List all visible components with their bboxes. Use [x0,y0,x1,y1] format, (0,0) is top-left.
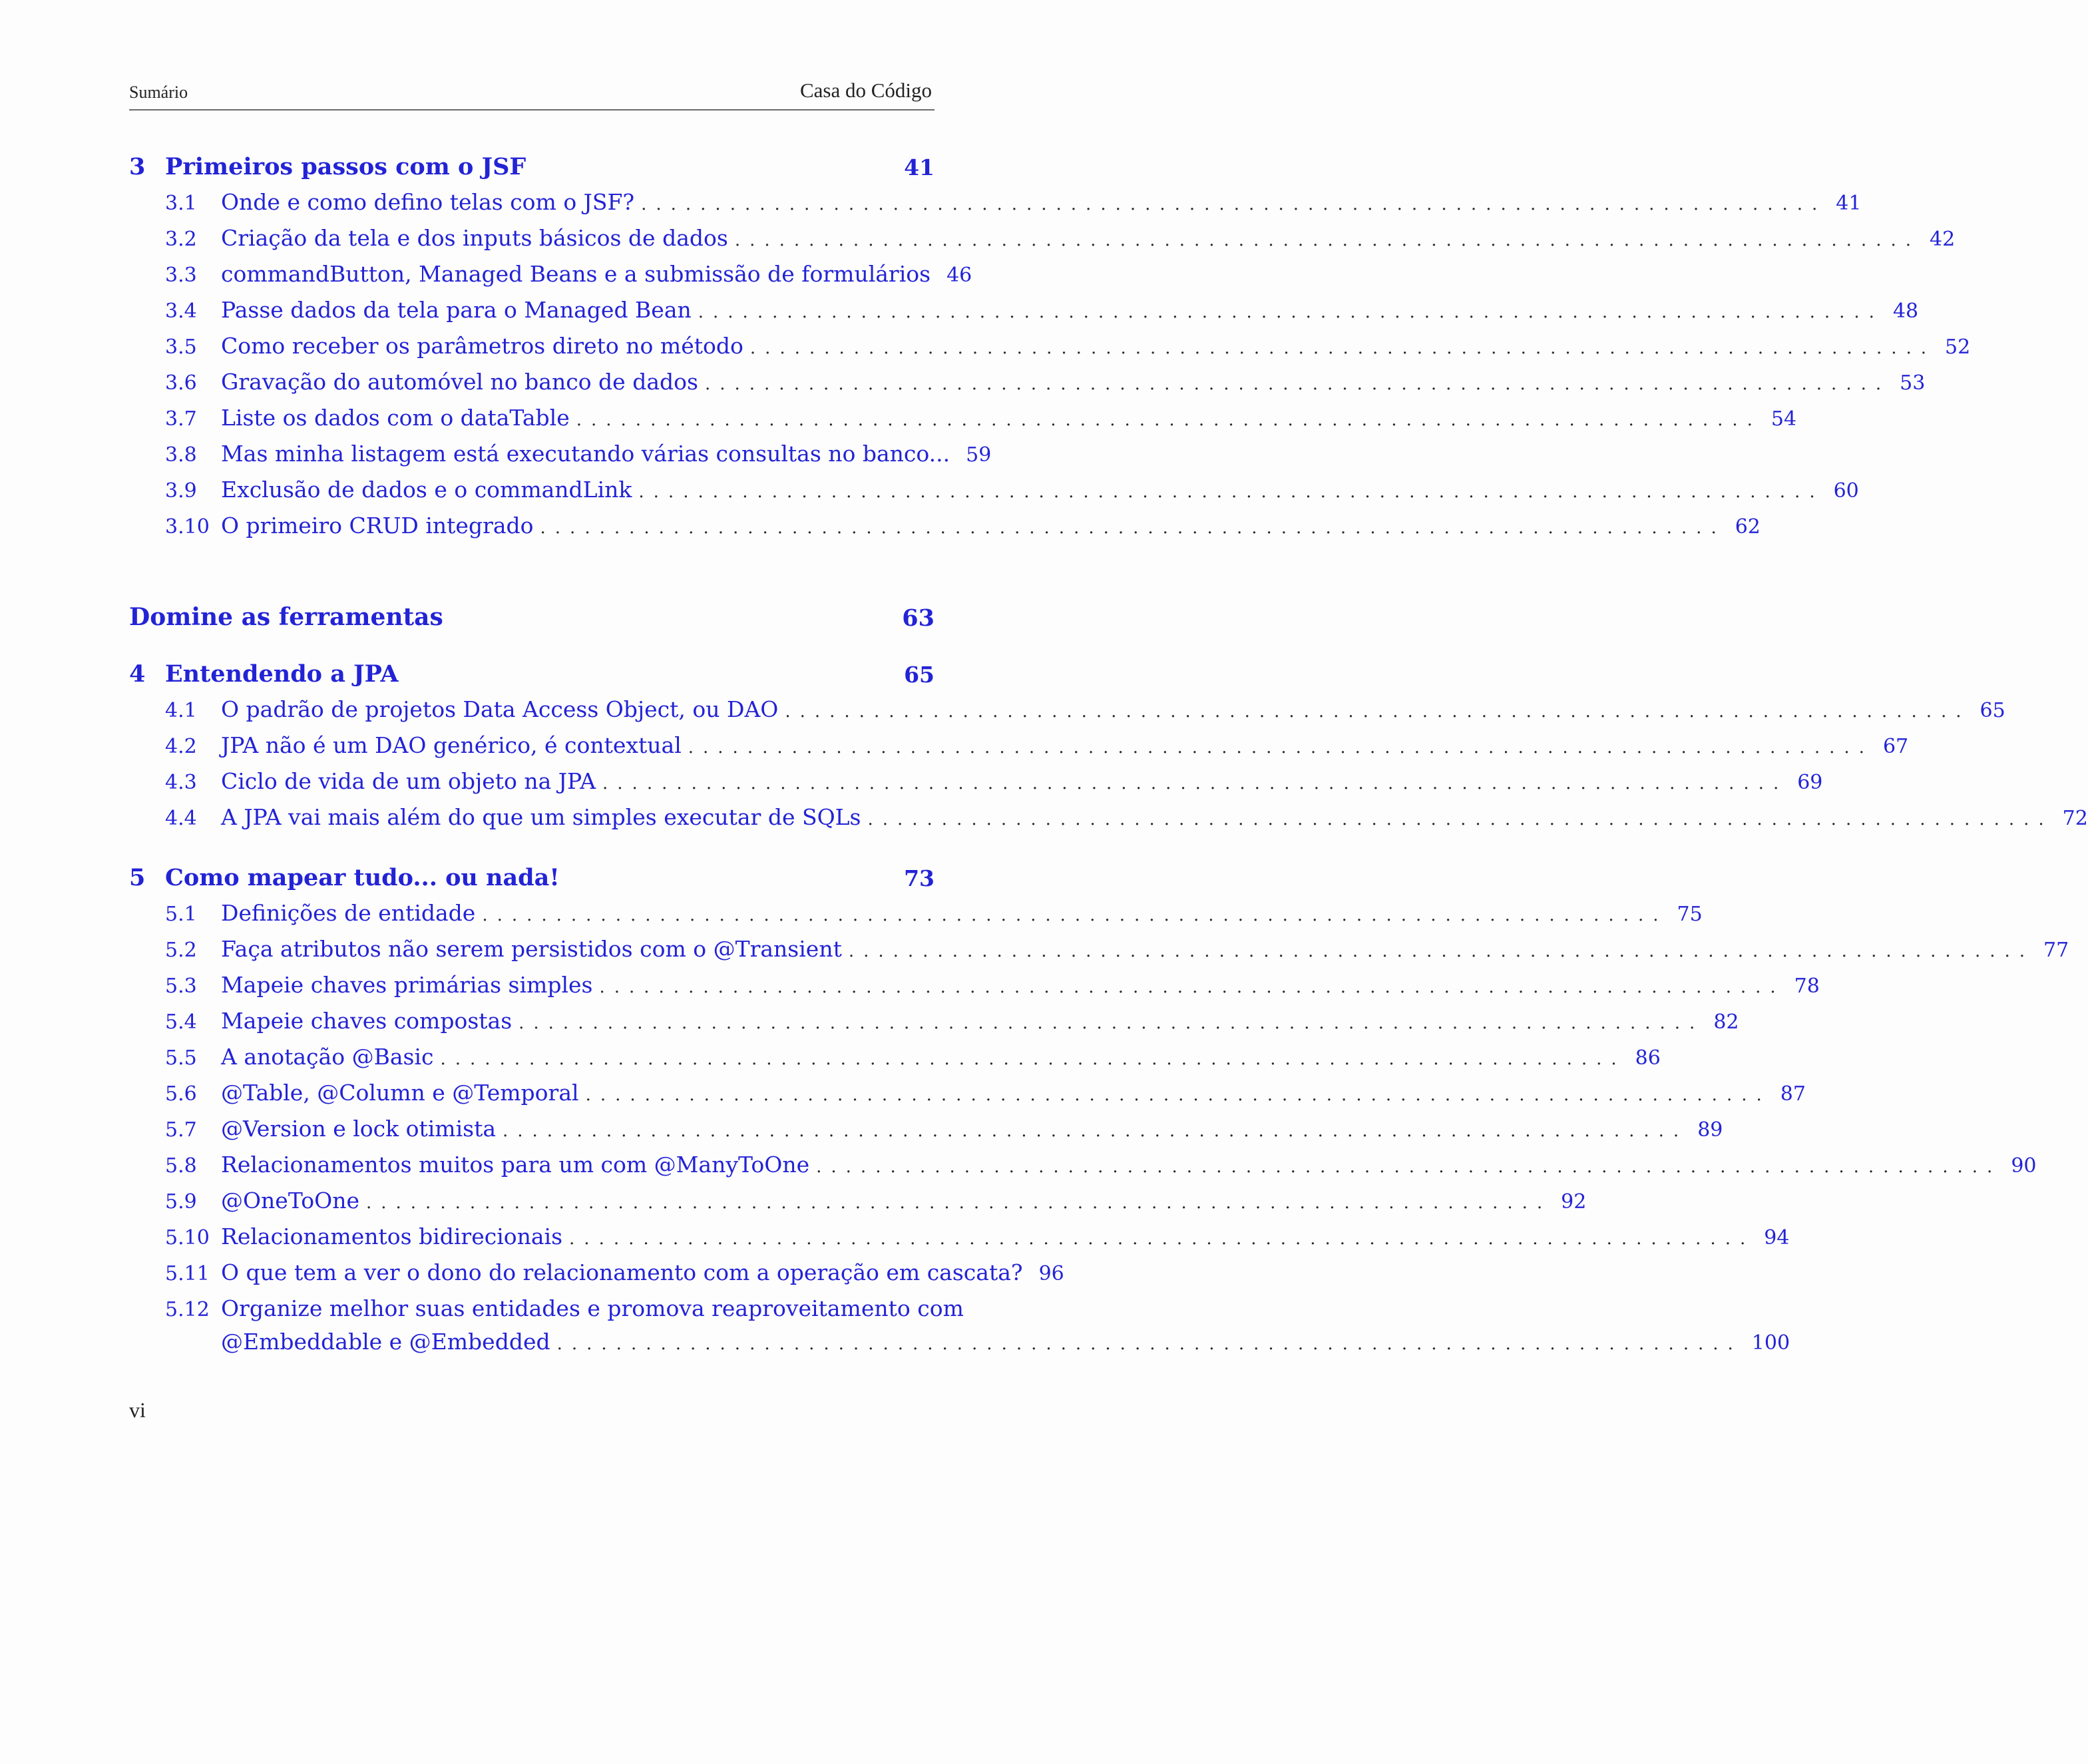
entry-number: 3.6 [165,371,197,395]
toc-entry[interactable] [129,186,1862,222]
entry-number: 3.1 [165,192,197,215]
dot-leader: ................................................................................ [556,1334,1743,1354]
dot-leader: ................................................................................ [519,1013,1705,1033]
entry-number: 5.12 [165,1298,210,1321]
entry-page: 41 [1836,192,1862,215]
part-page: 63 [902,604,935,632]
entry-title[interactable]: Relacionamentos muitos para um com @ManyToOne [221,1152,810,1178]
entry-page: 87 [1780,1082,1806,1106]
entry-page: 72 [2062,807,2088,830]
entry-page: 90 [2011,1154,2037,1178]
toc-entry[interactable] [129,694,2005,730]
entry-number: 3.9 [165,479,197,503]
entry-number: 5.11 [165,1262,210,1285]
entry-number: 4.1 [165,699,197,722]
entry-title[interactable]: Mapeie chaves primárias simples [221,972,593,998]
entry-title[interactable]: @Version e lock otimista [221,1116,497,1142]
entry-page: 48 [1892,300,1919,323]
entry-title[interactable]: commandButton, Managed Beans e a submissão de formulários [221,261,931,287]
entry-number: 5.4 [165,1010,197,1034]
dot-leader: ................................................................................ [785,702,1971,722]
entry-page: 67 [1882,735,1909,758]
entry-title[interactable]: Onde e como defino telas com o JSF? [221,189,635,215]
dot-leader: ................................................................................ [867,809,2053,829]
dot-leader: ................................................................................ [734,230,1920,250]
toc-entry[interactable] [129,1077,1806,1113]
dot-leader: ................................................................................ [638,482,1824,502]
toc-entry[interactable] [129,1113,1723,1149]
dot-leader: ................................................................................ [704,374,1891,394]
chapter-page: 41 [904,154,935,180]
entry-page: 69 [1797,771,1823,794]
entry-page: 100 [1751,1331,1790,1355]
toc-entry[interactable] [129,510,1761,546]
chapter-heading[interactable] [129,658,935,694]
entry-title[interactable]: Relacionamentos bidirecionais [221,1223,563,1249]
chapter-number: 5 [129,864,146,891]
toc-entry[interactable] [129,1041,1661,1077]
entry-page: 78 [1794,975,1820,998]
entry-title[interactable]: Passe dados da tela para o Managed Bean [221,297,692,323]
dot-leader: ................................................................................ [482,905,1668,925]
toc-entry[interactable] [129,897,1703,933]
entry-title[interactable]: @OneToOne [221,1188,359,1213]
entry-page: 52 [1945,335,1971,359]
toc-entry[interactable] [129,1149,2037,1185]
toc-entry[interactable] [129,730,1909,766]
entry-page: 54 [1771,407,1797,431]
dot-leader: ................................................................................ [366,1193,1552,1213]
entry-number: 3.2 [165,228,197,251]
dot-leader: ................................................................................ [641,194,1827,214]
entry-title[interactable]: O que tem a ver o dono do relacionamento com a operação em cascata? [221,1259,1023,1285]
entry-number: 3.10 [165,515,210,539]
toc-entry[interactable] [129,366,1926,402]
chapter-title[interactable]: Primeiros passos com o JSF [165,153,526,180]
entry-title[interactable]: Exclusão de dados e o commandLink [221,477,632,503]
entry-number: 5.9 [165,1190,197,1213]
entry-title[interactable]: A JPA vai mais além do que um simples executar de SQLs [221,804,861,830]
dot-leader: ................................................................................ [585,1085,1771,1105]
toc-entry[interactable] [129,330,1971,366]
entry-number: 5.6 [165,1082,197,1106]
entry-number: 3.4 [165,300,197,323]
entry-number: 5.2 [165,939,197,962]
entry-page: 86 [1635,1046,1661,1070]
dot-leader: ................................................................................ [749,338,1936,358]
entry-number: 4.4 [165,807,197,830]
entry-title[interactable]: O primeiro CRUD integrado [221,513,534,539]
chapter-entries [129,186,1971,546]
entry-title[interactable]: JPA não é um DAO genérico, é contextual [221,732,682,758]
entry-number: 3.7 [165,407,197,431]
dot-leader: ................................................................................ [698,302,1884,322]
toc-entry[interactable] [129,402,1797,438]
toc-entry[interactable] [129,1005,1739,1041]
chapter-number: 3 [129,153,146,180]
toc-entry[interactable] [129,933,2069,969]
header-publisher: Casa do Código [799,79,932,102]
toc-entry[interactable] [129,969,1820,1005]
chapter-heading[interactable] [129,861,935,897]
toc-entry[interactable] [129,1257,1064,1293]
table-of-contents [129,150,2088,1362]
header-section-title: Sumário [129,83,188,102]
entry-title[interactable]: Ciclo de vida de um objeto na JPA [221,768,596,794]
entry-title[interactable]: Liste os dados com o dataTable [221,405,570,431]
entry-number: 4.2 [165,735,197,758]
toc-entry[interactable] [129,766,1823,801]
chapter-page: 65 [904,662,935,688]
toc-entry[interactable] [129,222,1956,258]
chapter-entries [129,897,2069,1293]
entry-number: 5.3 [165,975,197,998]
dot-leader: ................................................................................ [440,1049,1626,1069]
entry-number: 3.8 [165,443,197,467]
entry-number: 5.7 [165,1118,197,1142]
entry-title[interactable]: Mapeie chaves compostas [221,1008,513,1034]
dot-leader: ................................................................................ [848,941,2035,961]
part-title[interactable]: Domine as ferramentas [129,603,443,631]
toc-entry[interactable] [129,801,2088,837]
entry-page: 89 [1697,1118,1723,1142]
chapter-heading[interactable] [129,150,935,186]
toc-entry[interactable] [129,1293,1790,1362]
entry-title[interactable]: Faça atributos não serem persistidos com o @Transient [221,936,842,962]
entry-page: 53 [1900,371,1926,395]
dot-leader: ................................................................................ [602,773,1788,793]
entry-title-line1[interactable]: Organize melhor suas entidades e promova reaproveitamento com [221,1295,964,1321]
entry-title[interactable]: Definições de entidade [221,900,476,926]
entry-number: 3.3 [165,264,197,287]
toc-entry[interactable] [129,258,972,294]
toc-entry[interactable] [129,474,1859,510]
entry-number: 5.1 [165,903,197,926]
part-heading[interactable] [129,599,935,639]
dot-leader: ................................................................................ [569,1229,1755,1249]
dot-leader: ................................................................................ [688,738,1874,758]
toc-entry[interactable] [129,438,992,474]
entry-page: 94 [1764,1226,1790,1249]
entry-page: 96 [1038,1262,1064,1285]
entry-page: 77 [2043,939,2069,962]
entry-title[interactable]: Mas minha listagem está executando várias consultas no banco... [221,441,950,467]
toc-entry[interactable] [129,294,1919,330]
entry-title[interactable]: Como receber os parâmetros direto no método [221,333,743,359]
chapter-title[interactable]: Entendendo a JPA [165,660,399,688]
dot-leader: ................................................................................ [599,977,1785,997]
entry-title[interactable]: A anotação @Basic [221,1044,434,1070]
dot-leader: ................................................................................ [576,410,1762,430]
dot-leader: ................................................................................ [540,518,1726,538]
entry-title-line2[interactable]: @Embeddable e @Embedded [221,1329,550,1355]
entry-number: 5.8 [165,1154,197,1178]
entry-page: 82 [1713,1010,1739,1034]
entry-title[interactable]: Gravação do automóvel no banco de dados [221,369,698,395]
entry-page: 46 [946,264,972,287]
entry-page: 42 [1929,228,1956,251]
entry-number: 3.5 [165,335,197,359]
page-folio: vi [129,1398,146,1422]
dot-leader: ................................................................................ [503,1121,1689,1141]
entry-title[interactable]: @Table, @Column e @Temporal [221,1080,579,1106]
dot-leader: ................................................................................ [816,1157,2002,1177]
entry-page: 60 [1833,479,1859,503]
entry-title[interactable]: O padrão de projetos Data Access Object, ou DAO [221,696,779,722]
entry-page: 59 [966,443,992,467]
entry-page: 62 [1735,515,1761,539]
chapter-page: 73 [904,865,935,891]
toc-entry[interactable] [129,1221,1790,1257]
running-header [129,79,935,110]
chapter-number: 4 [129,660,146,688]
entry-title[interactable]: Criação da tela e dos inputs básicos de dados [221,225,728,251]
entry-page: 75 [1677,903,1703,926]
entry-page: 92 [1561,1190,1587,1213]
toc-entry[interactable] [129,1185,1587,1221]
entry-number: 5.5 [165,1046,197,1070]
chapter-title[interactable]: Como mapear tudo... ou nada! [165,864,560,891]
entry-number: 5.10 [165,1226,210,1249]
entry-page: 65 [1980,699,2005,722]
entry-number: 4.3 [165,771,197,794]
chapter-entries [129,694,2088,837]
